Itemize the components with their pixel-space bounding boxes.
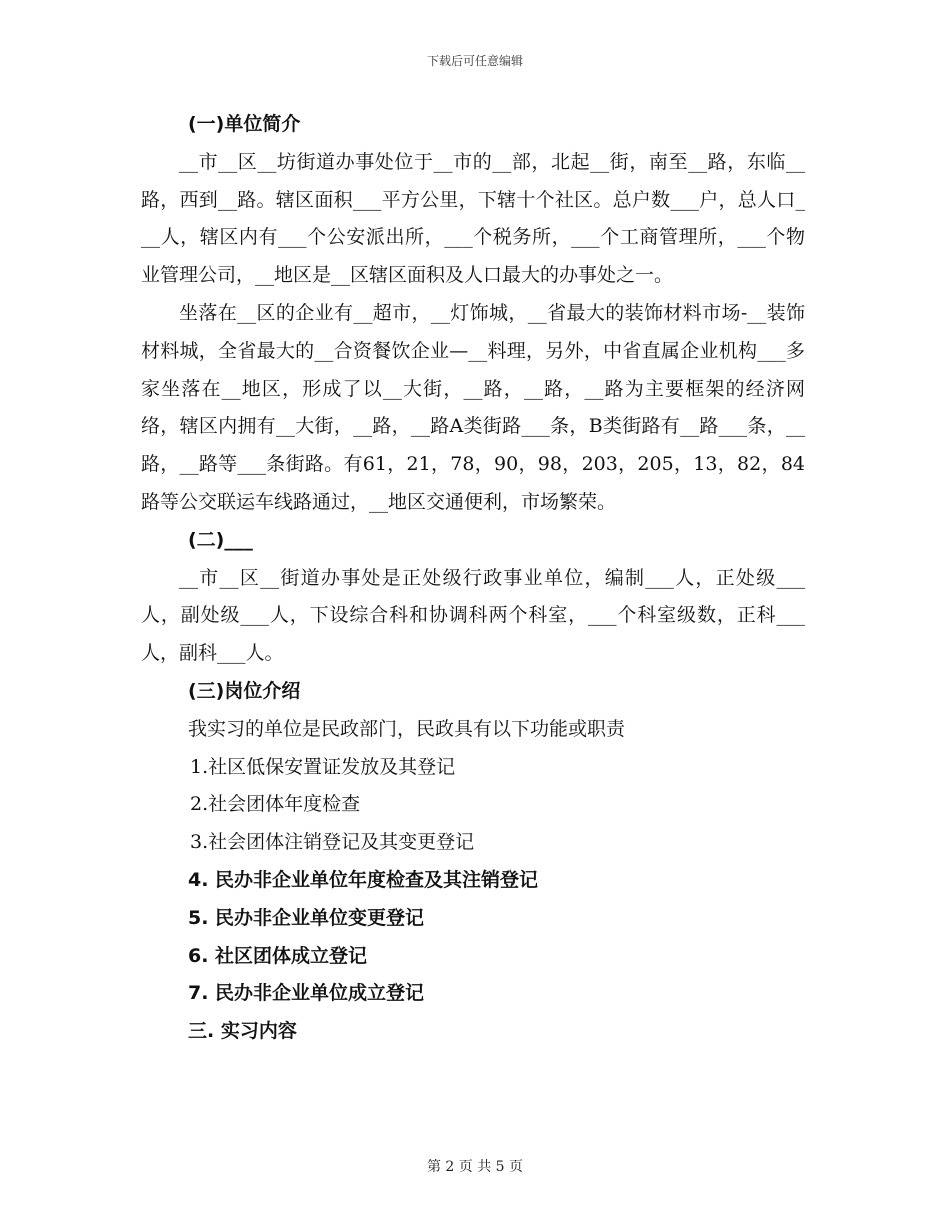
list-item: 3.社会团体注销登记及其变更登记 [190, 831, 475, 854]
list-item: 5. 民办非企业单位变更登记 [188, 906, 425, 929]
paragraph-duties-lead: 我实习的单位是民政部门，民政具有以下功能或职责 [188, 717, 626, 740]
paragraph-enterprises: 坐落在__区的企业有__超市，__灯饰城，__省最大的装饰材料市场-__装饰材料城，全省最大的__合资餐饮企业—__料理，另外，中省直属企业机构___多家坐落在__地区，形成了以__大街，__路，__路，__路为主要框架的经济网络，辖区内拥有__大街，__路，__路A类街路___条，B类街路有__路___条，__路，__路等___条街路。有61，21，78，90，98，203，205，13，82，84路等公交联运车线路通过，__地区交通便利，市场繁荣。 [141, 301, 805, 513]
section-heading-two: (二)___ [188, 528, 253, 551]
document-body [141, 106, 805, 1051]
header-note: 下载后可任意编辑 [426, 54, 523, 68]
paragraph-location: __市__区__坊街道办事处位于__市的__部，北起__街，南至__路，东临__路，西到__路。辖区面积___平方公里，下辖十个社区。总户数___户，总人口___人，辖区内有___个公安派出所，___个税务所，___个工商管理所，___个物业管理公司，__地区是__区辖区面积及人口最大的办事处之一。 [141, 150, 805, 287]
list-item: 1.社区低保安置证发放及其登记 [190, 755, 456, 778]
page-number: 第 2 页 共 5 页 [426, 1159, 524, 1175]
section-heading-unit-intro: (一)单位简介 [188, 113, 301, 135]
list-item: 2.社会团体年度检查 [190, 793, 361, 816]
paragraph-organization: __市__区__街道办事处是正处级行政事业单位，编制___人，正处级___人，副处级___人，下设综合科和协调科两个科室，___个科室级数，正科___人，副科___人。 [141, 566, 805, 665]
section-heading-internship-content: 三. 实习内容 [188, 1020, 297, 1043]
list-item: 4. 民办非企业单位年度检查及其注销登记 [188, 868, 539, 891]
list-item: 6. 社区团体成立登记 [188, 944, 368, 967]
section-heading-position: (三)岗位介绍 [188, 679, 301, 702]
list-item: 7. 民办非企业单位成立登记 [188, 982, 425, 1005]
